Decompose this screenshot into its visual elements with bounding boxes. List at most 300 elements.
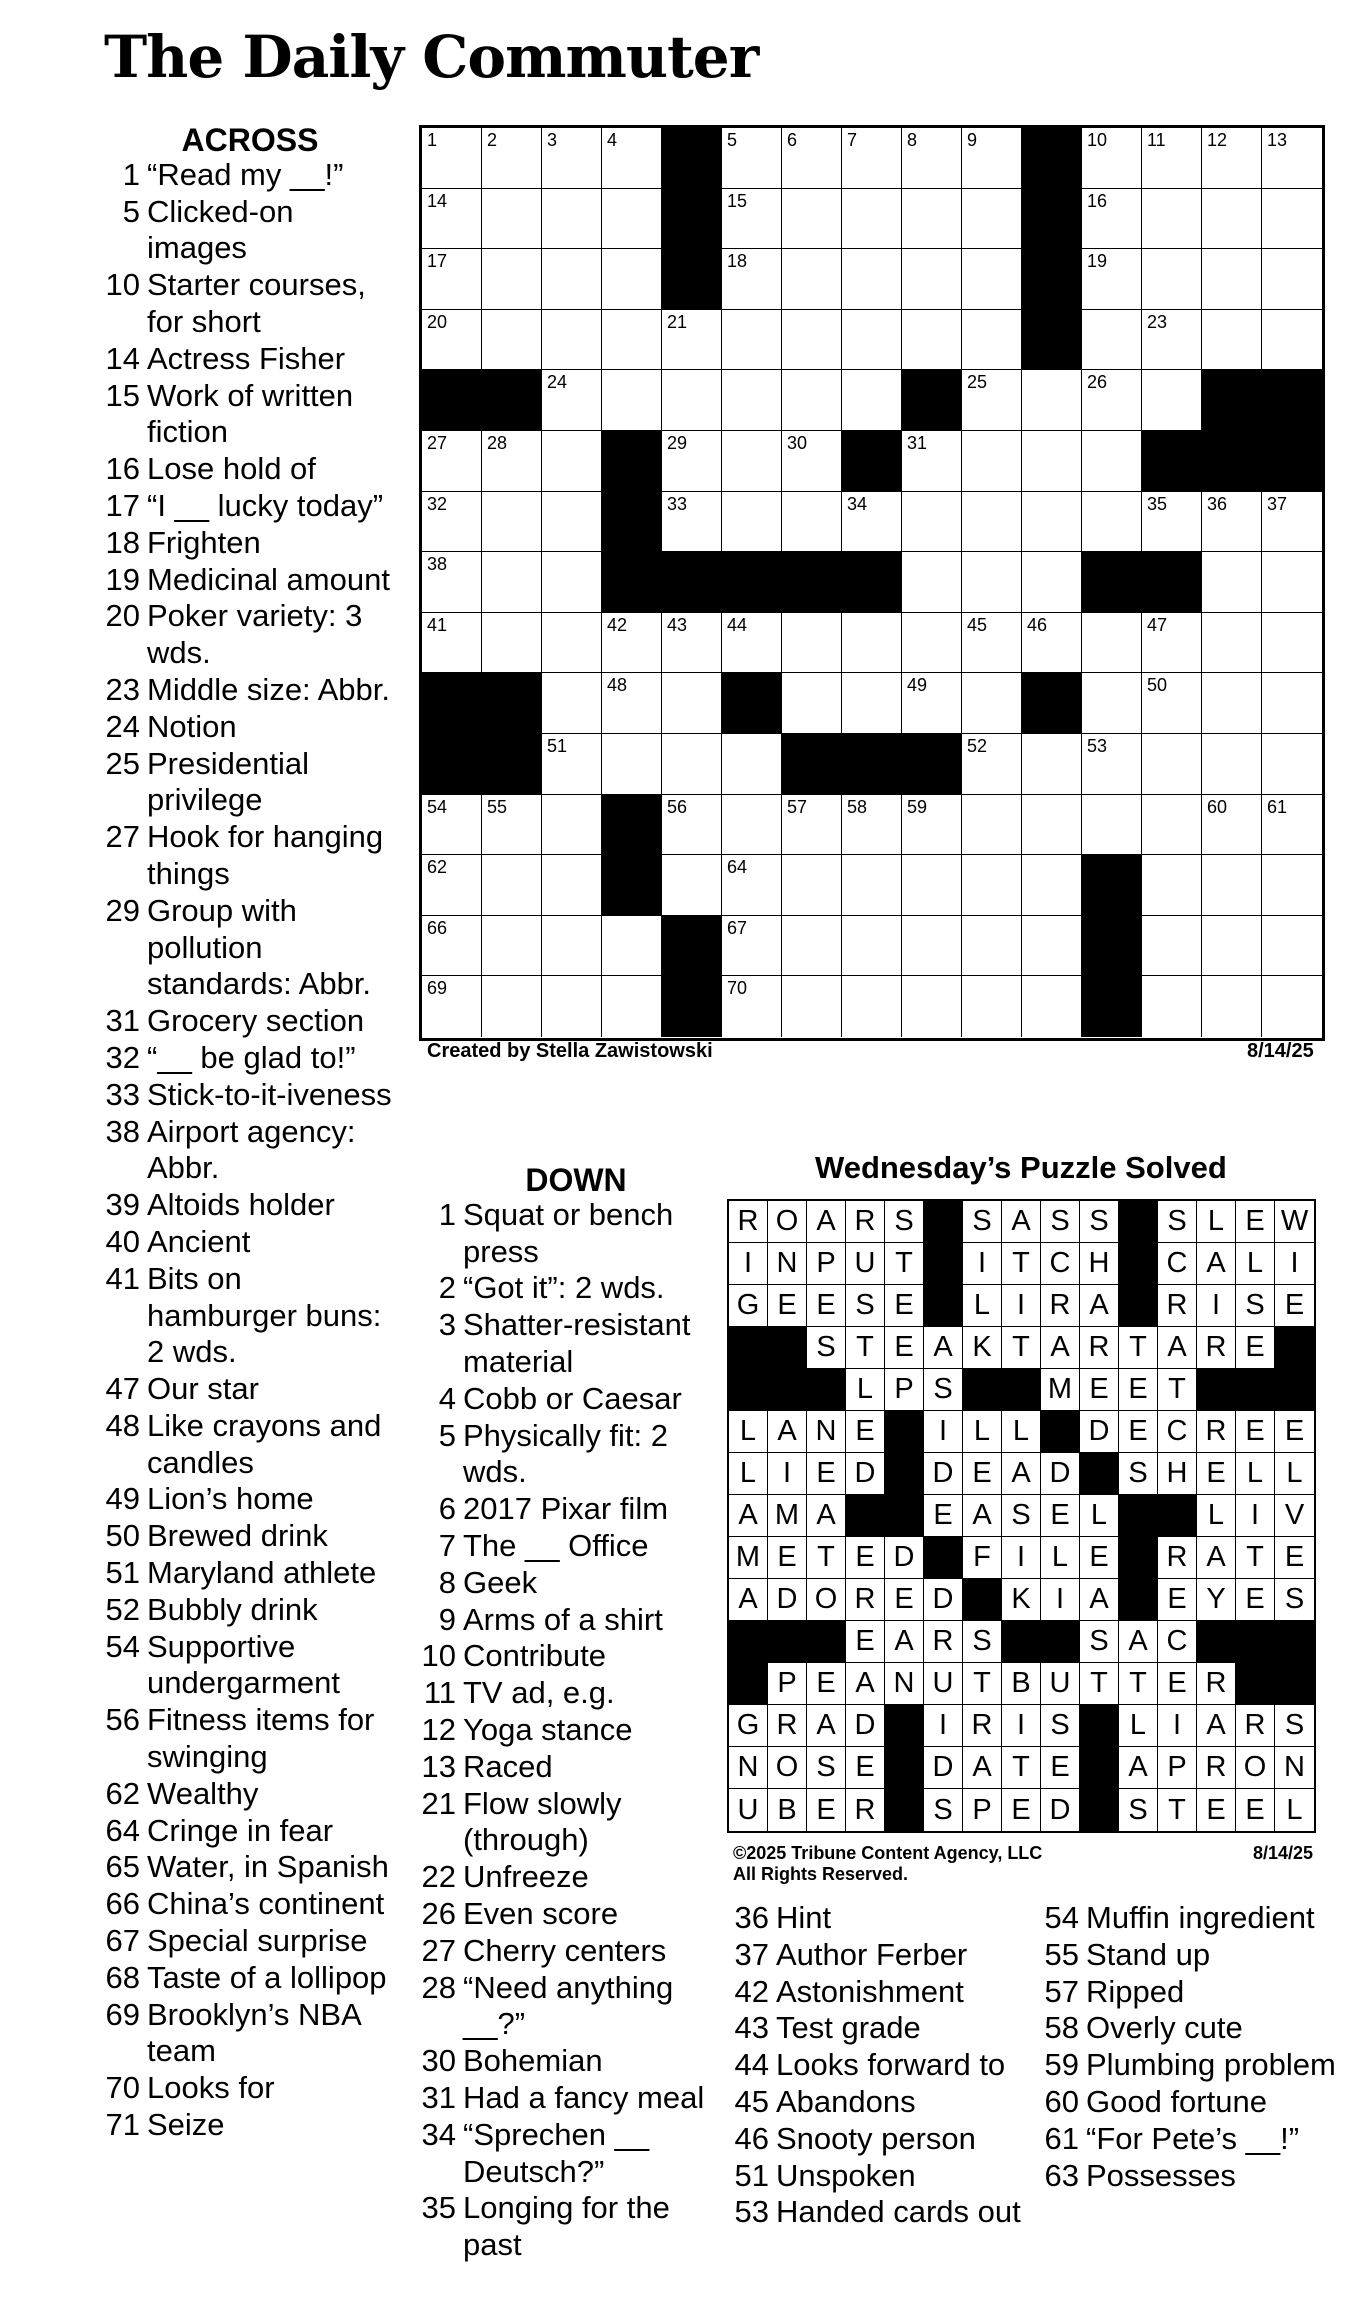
grid-cell	[1022, 976, 1082, 1037]
clue-number: 37	[734, 1936, 769, 1972]
clue-number: 14	[105, 340, 140, 376]
grid-cell	[602, 128, 662, 189]
clue-item	[100, 672, 400, 709]
grid-cell	[1082, 370, 1142, 431]
solved-letter: A	[807, 1495, 846, 1537]
clue-number: 70	[105, 2070, 140, 2106]
grid-cell	[542, 370, 602, 431]
clue-item	[100, 2107, 400, 2144]
solved-letter: U	[846, 1243, 885, 1285]
solved-letter: D	[924, 1747, 963, 1789]
clue-text: 2017 Pixar film	[463, 1491, 669, 1527]
black-square	[662, 189, 722, 250]
clue-text: Plumbing problem	[1086, 2047, 1336, 2083]
grid-cell	[722, 431, 782, 492]
clue-text: Snooty person	[776, 2120, 976, 2156]
solved-letter: E	[885, 1285, 924, 1327]
cell-number: 33	[667, 493, 688, 514]
solved-letter: M	[1041, 1369, 1080, 1411]
grid-cell	[1082, 128, 1142, 189]
cell-number: 52	[967, 735, 988, 756]
cell-number: 42	[607, 614, 628, 635]
solved-letter: A	[1041, 1327, 1080, 1369]
solved-black-square	[729, 1663, 768, 1705]
solved-letter: T	[1119, 1663, 1158, 1705]
grid-cell	[422, 976, 482, 1037]
cell-number: 17	[427, 251, 448, 272]
grid-cell	[782, 431, 842, 492]
solved-black-square	[885, 1453, 924, 1495]
clue-number: 39	[105, 1187, 140, 1223]
solved-letter: T	[846, 1327, 885, 1369]
clue-item	[100, 1077, 400, 1114]
clue-item	[100, 1960, 400, 1997]
grid-cell	[1262, 128, 1322, 189]
clue-text: Our star	[147, 1371, 259, 1407]
solved-letter: S	[1275, 1705, 1314, 1747]
solved-letter: A	[1197, 1537, 1236, 1579]
grid-cell	[662, 310, 722, 371]
grid-cell	[902, 431, 962, 492]
grid-cell	[542, 310, 602, 371]
solved-black-square	[1275, 1663, 1314, 1705]
black-square	[722, 673, 782, 734]
grid-cell	[1022, 855, 1082, 916]
grid-cell	[962, 795, 1022, 856]
grid-cell	[1142, 855, 1202, 916]
solved-letter: D	[846, 1453, 885, 1495]
black-square	[1142, 431, 1202, 492]
grid-cell	[542, 431, 602, 492]
grid-cell	[962, 673, 1022, 734]
solved-letter: A	[1197, 1243, 1236, 1285]
clue-number: 31	[105, 1003, 140, 1039]
grid-cell	[542, 249, 602, 310]
clue-item	[416, 1896, 706, 1933]
clue-item	[100, 1003, 400, 1040]
grid-cell	[782, 189, 842, 250]
solved-letter: R	[1197, 1411, 1236, 1453]
cell-number: 69	[427, 978, 448, 999]
clue-item	[100, 1261, 400, 1371]
clue-item	[1035, 2084, 1340, 2121]
solved-letter: E	[768, 1537, 807, 1579]
solved-letter: I	[729, 1243, 768, 1285]
grid-cell	[782, 916, 842, 977]
black-square	[662, 249, 722, 310]
clue-text: Airport agency: Abbr.	[147, 1113, 356, 1186]
cell-number: 43	[667, 614, 688, 635]
grid-cell	[1082, 673, 1142, 734]
clue-text: Bohemian	[463, 2043, 603, 2079]
solved-black-square	[846, 1495, 885, 1537]
cell-number: 16	[1087, 190, 1108, 211]
cell-number: 59	[907, 796, 928, 817]
clue-item	[1035, 1900, 1340, 1937]
clue-item	[100, 341, 400, 378]
cell-number: 26	[1087, 372, 1108, 393]
grid-cell	[962, 552, 1022, 613]
grid-cell	[542, 855, 602, 916]
solved-letter: E	[1236, 1789, 1275, 1831]
grid-cell	[422, 249, 482, 310]
grid-cell	[602, 310, 662, 371]
grid-cell	[1262, 673, 1322, 734]
clue-text: China’s continent	[147, 1886, 385, 1922]
clue-text: Brewed drink	[147, 1518, 328, 1554]
clue-item	[416, 1418, 706, 1492]
solved-letter: O	[807, 1579, 846, 1621]
grid-cell	[662, 431, 722, 492]
solved-letter: M	[768, 1495, 807, 1537]
cell-number: 49	[907, 675, 928, 696]
solved-letter: S	[1041, 1705, 1080, 1747]
solved-letter: L	[1236, 1453, 1275, 1495]
clue-text: Frighten	[147, 524, 261, 560]
solved-letter: O	[1236, 1747, 1275, 1789]
solved-letter: L	[963, 1411, 1002, 1453]
grid-cell	[722, 492, 782, 553]
cell-number: 1	[427, 130, 438, 150]
clue-text: Presidential privilege	[147, 745, 309, 818]
grid-cell	[782, 855, 842, 916]
solved-letter: L	[1275, 1453, 1314, 1495]
clue-item	[725, 1900, 1035, 1937]
across-clues	[100, 120, 400, 2144]
solved-letter: L	[1041, 1537, 1080, 1579]
grid-cell	[842, 916, 902, 977]
solved-letter: A	[807, 1201, 846, 1243]
solved-black-square	[924, 1285, 963, 1327]
solved-black-square	[924, 1243, 963, 1285]
grid-cell	[422, 613, 482, 674]
grid-cell	[1142, 492, 1202, 553]
clue-item	[1035, 2010, 1340, 2047]
grid-cell	[902, 795, 962, 856]
clue-text: “Need anything __?”	[463, 1969, 674, 2042]
grid-cell	[902, 189, 962, 250]
black-square	[1022, 673, 1082, 734]
cell-number: 14	[427, 190, 448, 211]
solved-letter: D	[1041, 1789, 1080, 1831]
clue-item	[416, 1675, 706, 1712]
clue-item	[1035, 1974, 1340, 2011]
cell-number: 19	[1087, 251, 1108, 272]
solved-letter: A	[1080, 1579, 1119, 1621]
solved-black-square	[1002, 1369, 1041, 1411]
solved-letter: I	[1002, 1537, 1041, 1579]
solved-letter: B	[1002, 1663, 1041, 1705]
solved-letter: A	[924, 1327, 963, 1369]
grid-cell	[422, 916, 482, 977]
grid-cell	[1262, 976, 1322, 1037]
clue-item	[416, 1786, 706, 1860]
cell-number: 55	[487, 796, 508, 817]
solved-black-square	[1119, 1537, 1158, 1579]
clue-item	[416, 1933, 706, 1970]
solved-letter: E	[1275, 1411, 1314, 1453]
grid-cell	[422, 128, 482, 189]
clue-number: 24	[105, 708, 140, 744]
clue-text: Middle size: Abbr.	[147, 671, 390, 707]
grid-cell	[962, 310, 1022, 371]
solved-letter: R	[924, 1621, 963, 1663]
down-list-continued-left	[725, 1900, 1035, 2231]
clue-text: Taste of a lollipop	[147, 1959, 387, 1995]
solved-letter: R	[768, 1705, 807, 1747]
grid-cell	[602, 189, 662, 250]
grid-cell	[962, 734, 1022, 795]
grid-cell	[962, 855, 1022, 916]
clue-text: Poker variety: 3 wds.	[147, 598, 363, 671]
grid-cell	[1262, 249, 1322, 310]
grid-cell	[782, 310, 842, 371]
cell-number: 35	[1147, 493, 1168, 514]
clue-text: Clicked-on images	[147, 193, 294, 266]
clue-number: 43	[734, 2010, 769, 2046]
solved-letter: E	[768, 1285, 807, 1327]
clue-number: 27	[421, 1932, 456, 1968]
clue-item	[100, 1629, 400, 1703]
solved-letter: E	[807, 1663, 846, 1705]
solved-letter: T	[963, 1663, 1002, 1705]
solved-letter: I	[1236, 1495, 1275, 1537]
solved-letter: A	[1002, 1201, 1041, 1243]
solved-letter: E	[1197, 1453, 1236, 1495]
solved-letter: F	[963, 1537, 1002, 1579]
solved-black-square	[963, 1579, 1002, 1621]
grid-cell	[1202, 795, 1262, 856]
grid-cell	[722, 916, 782, 977]
clue-item	[100, 1518, 400, 1555]
grid-cell	[482, 249, 542, 310]
solved-letter: S	[807, 1327, 846, 1369]
solved-letter: E	[1236, 1579, 1275, 1621]
solved-letter: S	[963, 1621, 1002, 1663]
clue-number: 68	[105, 1959, 140, 1995]
solved-black-square	[924, 1537, 963, 1579]
cell-number: 50	[1147, 675, 1168, 696]
clue-item	[416, 2080, 706, 2117]
grid-cell	[1202, 673, 1262, 734]
grid-cell	[1262, 734, 1322, 795]
grid-cell	[662, 613, 722, 674]
solved-letter: D	[1041, 1453, 1080, 1495]
solved-letter: S	[1080, 1621, 1119, 1663]
solved-letter: K	[963, 1327, 1002, 1369]
grid-cell	[1082, 431, 1142, 492]
clue-text: Even score	[463, 1895, 619, 1931]
grid-cell	[1202, 916, 1262, 977]
solved-black-square	[1041, 1411, 1080, 1453]
black-square	[1142, 552, 1202, 613]
black-square	[1082, 552, 1142, 613]
clue-text: Ancient	[147, 1223, 251, 1259]
cell-number: 12	[1207, 130, 1228, 150]
crossword-grid	[419, 125, 1325, 1041]
clue-number: 51	[105, 1555, 140, 1591]
grid-cell	[962, 370, 1022, 431]
grid-cell	[782, 795, 842, 856]
grid-cell	[782, 370, 842, 431]
solved-letter: I	[1158, 1705, 1197, 1747]
solved-letter: G	[729, 1705, 768, 1747]
clue-text: Contribute	[463, 1638, 607, 1674]
solved-letter: L	[1197, 1495, 1236, 1537]
solved-letter: T	[1158, 1789, 1197, 1831]
solved-letter: E	[1119, 1369, 1158, 1411]
clue-number: 10	[421, 1638, 456, 1674]
solved-black-square	[885, 1789, 924, 1831]
solved-black-square	[1197, 1369, 1236, 1411]
grid-cell	[1202, 552, 1262, 613]
solved-letter: N	[768, 1243, 807, 1285]
clue-text: Longing for the past	[463, 2190, 670, 2263]
solved-letter: S	[963, 1201, 1002, 1243]
clue-number: 29	[105, 892, 140, 928]
solved-letter: I	[924, 1705, 963, 1747]
clue-text: Supportive undergarment	[147, 1628, 341, 1701]
grid-cell	[542, 128, 602, 189]
clue-item	[725, 2010, 1035, 2047]
clue-text: Notion	[147, 708, 237, 744]
grid-cell	[782, 976, 842, 1037]
clue-item	[725, 2194, 1035, 2231]
clue-item	[100, 267, 400, 341]
clue-item	[100, 746, 400, 820]
solved-black-square	[1119, 1285, 1158, 1327]
grid-cell	[1142, 916, 1202, 977]
solved-black-square	[885, 1495, 924, 1537]
clue-text: “__ be glad to!”	[147, 1039, 356, 1075]
solved-letter: E	[1236, 1411, 1275, 1453]
clue-number: 52	[105, 1591, 140, 1627]
grid-cell	[842, 673, 902, 734]
clue-item	[100, 1040, 400, 1077]
clue-text: Altoids holder	[147, 1187, 335, 1223]
solved-letter: E	[885, 1327, 924, 1369]
clue-number: 40	[105, 1223, 140, 1259]
solved-black-square	[1080, 1453, 1119, 1495]
grid-cell	[482, 795, 542, 856]
grid-cell	[662, 855, 722, 916]
clue-number: 54	[105, 1628, 140, 1664]
grid-cell	[1142, 370, 1202, 431]
solved-letter: E	[1236, 1327, 1275, 1369]
grid-cell	[902, 976, 962, 1037]
solved-letter: P	[885, 1369, 924, 1411]
grid-cell	[842, 370, 902, 431]
solved-letter: R	[1158, 1537, 1197, 1579]
grid-cell	[842, 128, 902, 189]
clue-number: 25	[105, 745, 140, 781]
grid-cell	[962, 128, 1022, 189]
solved-letter: D	[846, 1705, 885, 1747]
black-square	[842, 734, 902, 795]
clue-number: 63	[1044, 2157, 1079, 2193]
clue-item	[100, 1408, 400, 1482]
clue-text: Work of written fiction	[147, 377, 354, 450]
cell-number: 53	[1087, 735, 1108, 756]
clue-number: 28	[421, 1969, 456, 2005]
clue-text: “Got it”: 2 wds.	[463, 1270, 665, 1306]
cell-number: 31	[907, 432, 928, 453]
grid-cell	[1022, 734, 1082, 795]
grid-cell	[1022, 552, 1082, 613]
clue-text: Bits on hamburger buns: 2 wds.	[147, 1260, 382, 1370]
clue-number: 19	[105, 561, 140, 597]
grid-cell	[422, 492, 482, 553]
clue-text: Flow slowly (through)	[463, 1785, 622, 1858]
solved-letter: P	[807, 1243, 846, 1285]
grid-cell	[782, 249, 842, 310]
clue-number: 22	[421, 1859, 456, 1895]
grid-cell	[1142, 673, 1202, 734]
solved-letter: T	[1002, 1327, 1041, 1369]
grid-cell	[542, 492, 602, 553]
black-square	[602, 795, 662, 856]
grid-cell	[482, 976, 542, 1037]
black-square	[1022, 189, 1082, 250]
down-header: DOWN	[525, 1162, 627, 1198]
cell-number: 60	[1207, 796, 1228, 817]
clue-text: “Sprechen __ Deutsch?”	[463, 2116, 650, 2189]
clue-number: 71	[105, 2107, 140, 2143]
solved-letter: S	[885, 1201, 924, 1243]
clue-text: Maryland athlete	[147, 1555, 377, 1591]
black-square	[482, 370, 542, 431]
black-square	[422, 370, 482, 431]
clue-text: Yoga stance	[463, 1711, 633, 1747]
grid-cell	[482, 128, 542, 189]
grid-cell	[1082, 189, 1142, 250]
grid-cell	[1022, 431, 1082, 492]
solved-letter: T	[807, 1537, 846, 1579]
clue-number: 45	[734, 2083, 769, 2119]
across-list	[100, 157, 400, 2144]
clue-text: Geek	[463, 1564, 538, 1600]
solved-letter: R	[1236, 1705, 1275, 1747]
solved-letter: L	[1236, 1243, 1275, 1285]
grid-cell	[842, 613, 902, 674]
clue-number: 36	[734, 1900, 769, 1935]
grid-cell	[1262, 916, 1322, 977]
solved-letter: A	[1197, 1705, 1236, 1747]
clue-item	[725, 1974, 1035, 2011]
solved-letter: S	[1275, 1579, 1314, 1621]
clue-text: “I __ lucky today”	[147, 487, 384, 523]
black-square	[722, 552, 782, 613]
grid-cell	[902, 855, 962, 916]
solved-letter: E	[1002, 1789, 1041, 1831]
clue-text: Arms of a shirt	[463, 1601, 663, 1637]
clue-text: Cobb or Caesar	[463, 1380, 682, 1416]
down-clues-continued-right	[1035, 1900, 1340, 2194]
cell-number: 15	[727, 190, 748, 211]
solved-letter: E	[846, 1747, 885, 1789]
solved-letter: H	[1080, 1243, 1119, 1285]
clue-item	[416, 1197, 706, 1271]
solved-letter: O	[768, 1747, 807, 1789]
clue-item	[100, 562, 400, 599]
cell-number: 4	[607, 130, 618, 150]
solved-letter: E	[1275, 1285, 1314, 1327]
rights-line: All Rights Reserved.	[733, 1864, 909, 1884]
grid-cell	[1262, 855, 1322, 916]
clue-text: Stand up	[1086, 1936, 1211, 1972]
solved-letter: S	[1041, 1201, 1080, 1243]
cell-number: 64	[727, 857, 748, 878]
